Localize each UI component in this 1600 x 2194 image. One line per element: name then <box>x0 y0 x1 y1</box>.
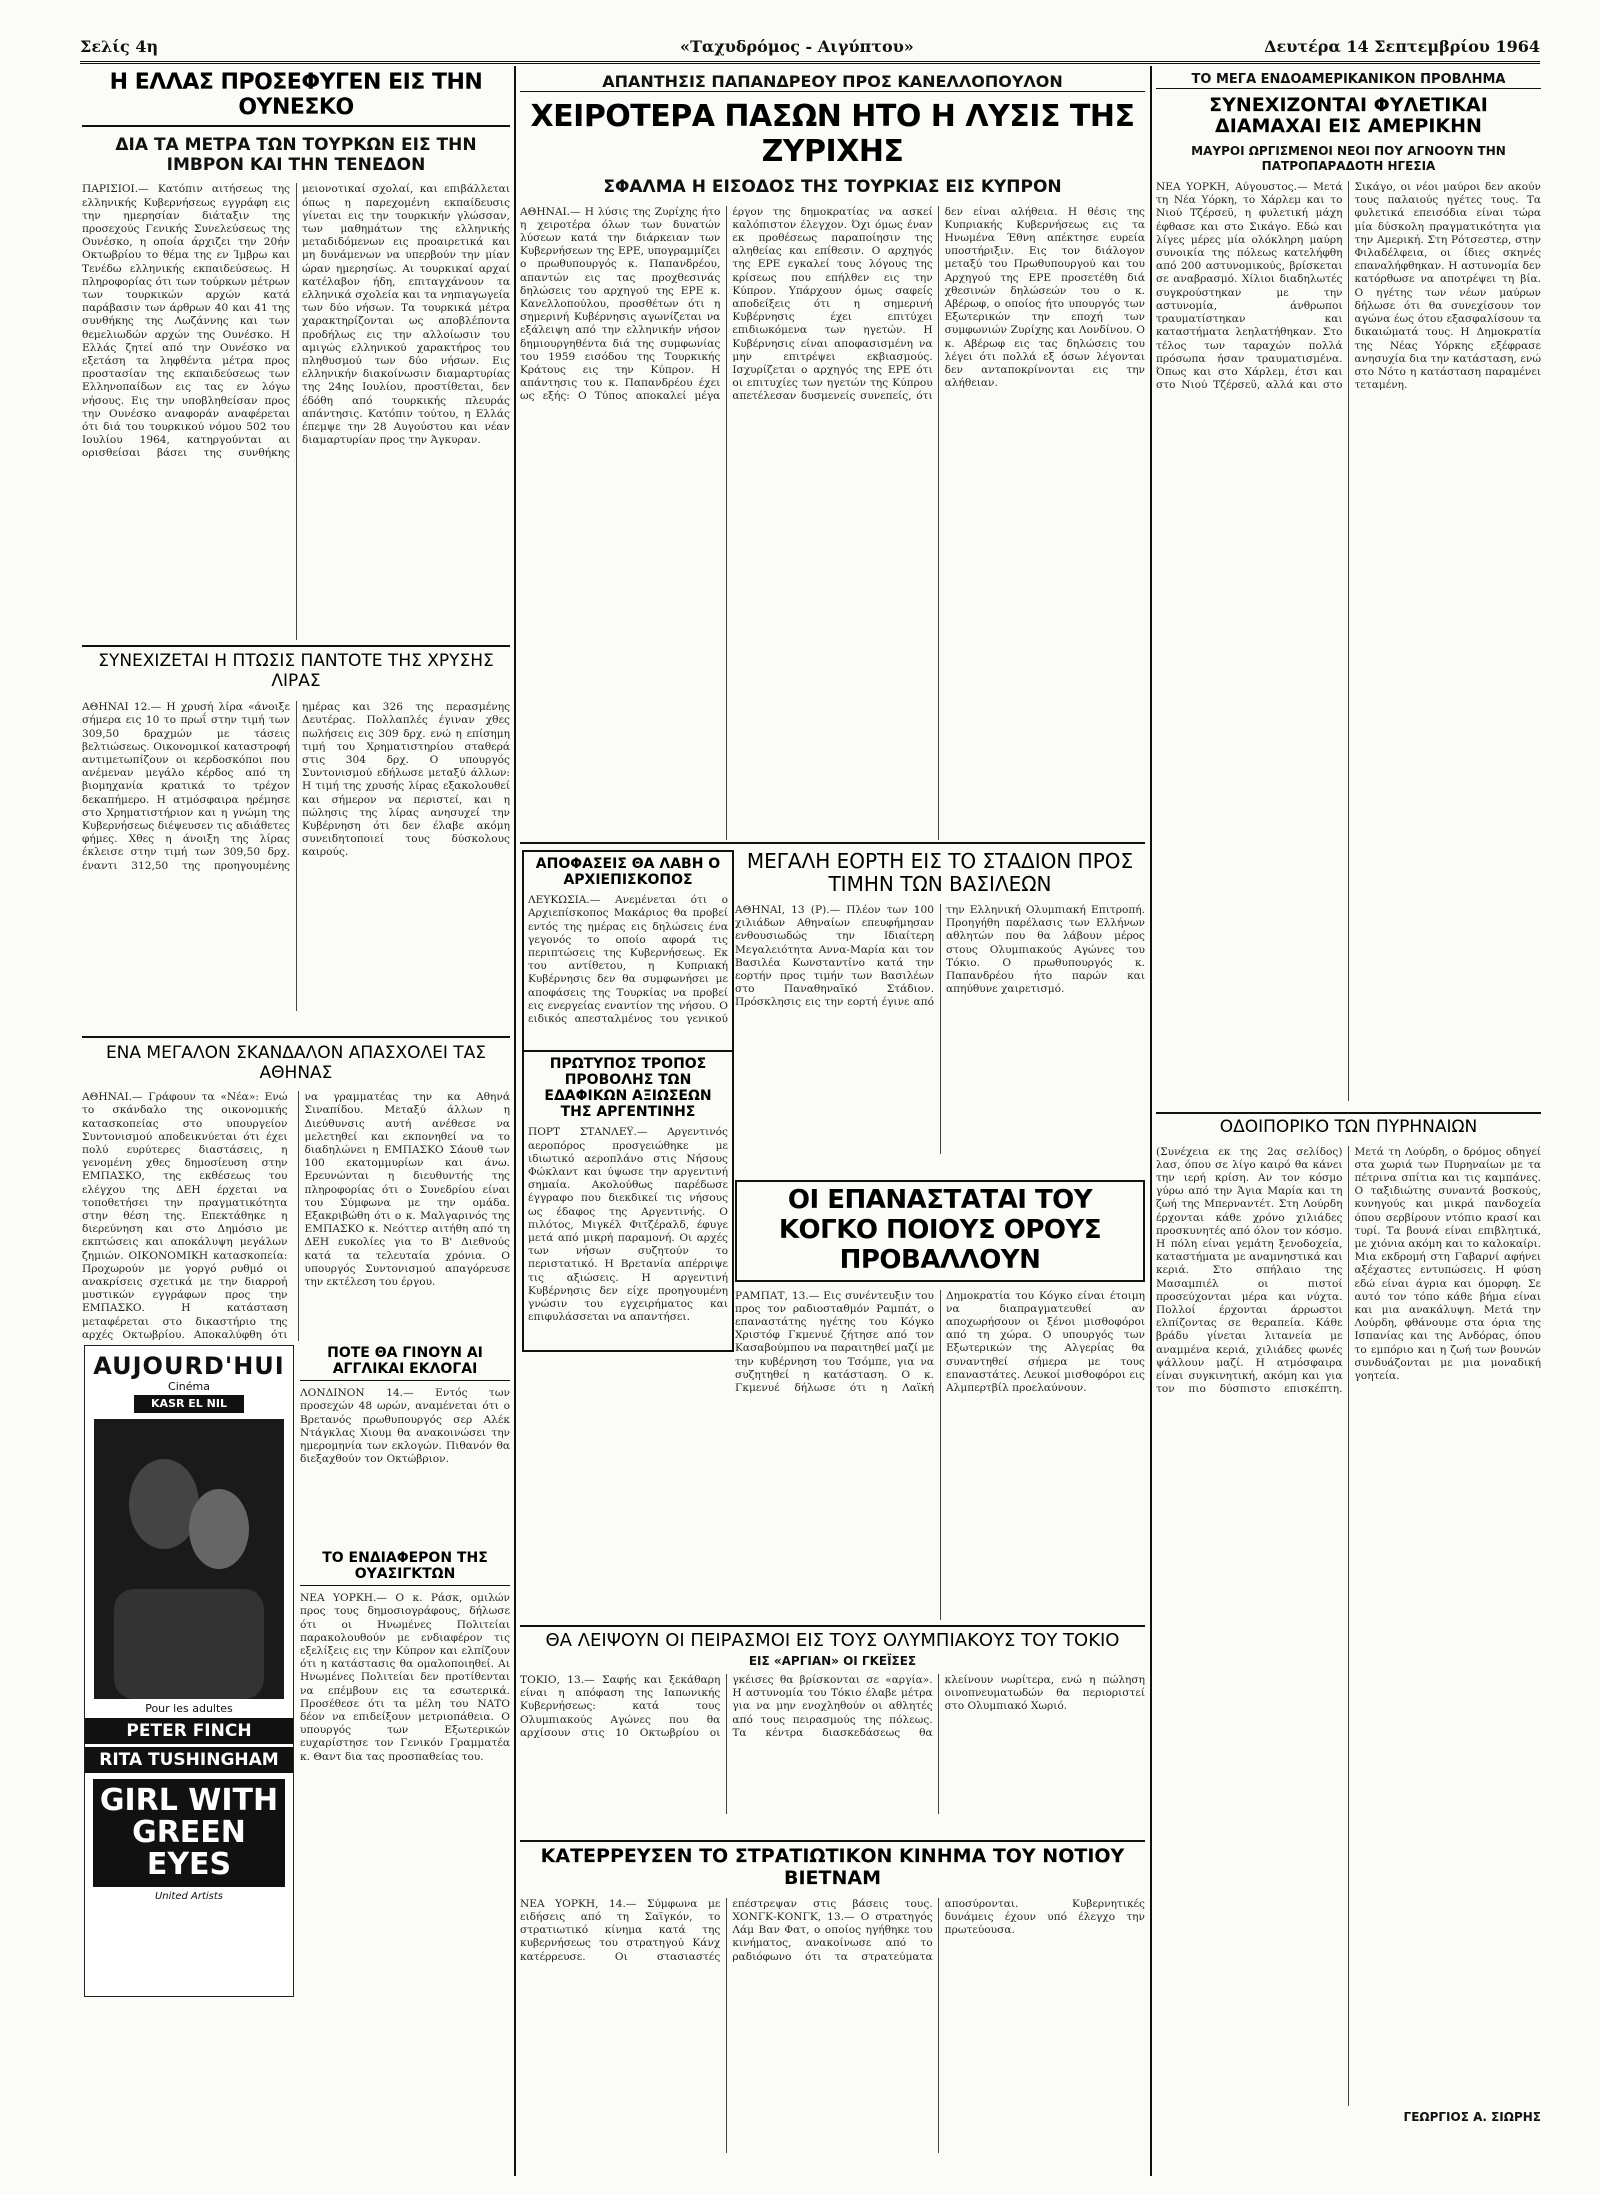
article-elections <box>300 1345 510 1545</box>
article-kicker: ΑΠΑΝΤΗΣΙΣ ΠΑΠΑΝΔΡΕΟΥ ΠΡΟΣ ΚΑΝΕΛΛΟΠΟΥΛΟΝ <box>520 72 1145 92</box>
ad-cinema-name: KASR EL NIL <box>134 1395 244 1413</box>
article-kings <box>735 850 1145 1170</box>
article-vietnam <box>520 1840 1145 2170</box>
article-tokyo <box>520 1625 1145 1835</box>
section-divider <box>1156 1112 1541 1114</box>
article-gold <box>82 652 510 1032</box>
article-pyrenees <box>1156 1118 1541 2168</box>
article-america <box>1156 70 1541 1110</box>
article-body: ΠΟΡΤ ΣΤΑΝΛΕΫ.— Αργεντινός αεροπόρος προσγειώθηκε με ιδιωτικό αεροπλάνο στις Νήσους Φώκλαντ και ύψωσε την αργεντινή σημαία. Ακολούθως παρέδωσε έγγραφο που διεκδικεί τις νήσους ως έδαφος της Αργεντινής. Ο πιλότος, Μιγκέλ Φιτζέραλδ, έφυγε μετά από μικρή παραμονή. Οι αρχές των νήσων συζητούν το περιστατικό. Η Βρετανία απέρριψε τις αξιώσεις. Η αργεντινή Κυβέρνησις δεν είχε προηγουμένη γνώσιν του εγχειρήματος και επιφυλάσσεται να απαντήσει. <box>528 1126 728 1324</box>
section-divider <box>82 1036 510 1038</box>
ad-actor: RITA TUSHINGHAM <box>85 1747 293 1773</box>
article-body: ΝΕΑ ΥΟΡΚΗ, Αύγουστος.— Μετά τη Νέα Υόρκη, το Χάρλεμ και το Νιού Τζέρσεϋ, η φυλετική μάχη έφθασε και στο Σικάγο. Εδώ και λίγες μέρες μία ολόκληρη μαύρη συνοικία της πόλεως κατελήφθη από 200 αστυνομικούς, βρίσκεται σε αναβρασμό. Χίλιοι διαδηλωτές συγκρούστηκαν με την αστυνομία, άνθρωποι τραυματίστηκαν και καταστήματα λεηλατήθηκαν. Στο τέλος των ταραχών πολλά πρόσωπα ήσαν τραυματισμένα. Όπως και στο Χάρλεμ, έτσι και στο Νιού Τζέρσεϋ, αλλά και στο Σικάγο, οι νέοι μαύροι δεν ακούν τους παλαιούς ηγέτες τους. Τα φυλετικά επεισόδια είναι τώρα μία δύσκολη πραγματικότητα για την Αμερική. Στη Ρότσεστερ, στην Φιλαδέλφεια, οι ίδιες σκηνές επαναλήφθηκαν. Η αστυνομία δεν κατόρθωσε να αποτρέψει τη βία. Ο ηγέτης των νέων μαύρων δήλωσε ότι θα συνεχίσουν τον αγώνα έως ότου εξασφαλίσουν τα δικαιώματά τους. Η Δημοκρατία της Νέας Υόρκης εξέφρασε ανησυχία δια την κατάσταση, ενώ στο Νότο η κατάσταση παραμένει τεταμένη. <box>1156 181 1541 392</box>
article-body-continued: να γραμματέας την κα Αθηνά Σιναπίδου. Μεταξύ άλλων η Διεύθυνσις αυτή ανέθεσε να μελετηθεί και εκπονηθεί να το διαδηλώνει η ΕΜΠΑΣΚΟ Σάουθ των 100 εκατομμυρίων και άνω. Ερευνώνται η διευθυντής της πληροφορίας ότι ο Συνεδρίου είναι του Σύμφωνα με την ομάδα. Εξακριβώθη ότι ο κ. Μαλγαρινός της ΕΜΠΑΣΚΟ κ. Νεόττερ αιτήθη από τη ΔΕΗ ευκολίες για το Β' Διεθνούς κατά τα τελευταία χρόνια. Ο υπουργός Συντονισμού απαγόρευσε την εκτέλεση του έργου. <box>298 1091 511 1341</box>
article-body: ΠΑΡΙΣΙΟΙ.— Κατόπιν αιτήσεως της ελληνικής Κυβερνήσεως εγγράφη εις την ημερησίαν διάταξιν της προσεχούς Γενικής Συνελεύσεως της Ουνέσκο, η οποία άρχιζει την 20ήν Οκτωβρίου το θέμα της εν Ίμβρω και Τενέδω ελληνικής εκπαιδεύσεως. Η πληροφορίας ότι των τούρκων μέτρων των τουρκικών αρχών κατά παράβασιν των άρθρων 40 και 41 της συνθήκης της Λωζάννης και των θεμελιωδών αρχών της Ουνέσκο. Η Ελλάς ζητεί από την Ουνέσκο να εξετάση τα ληφθέντα μέτρα προς προστασίαν της εκπαιδεύσεως των Ελληνοπαίδων εις τας εν λόγω νήσους. Εις την υποβληθείσαν προς την Ουνέσκο αναφοράν αναφέρεται ότι διά του τουρκικού νόμου 502 του Ιουλίου 1964, κατηργούνται αι ορισθείσαι βάσει της συνθήκης μειονοτικαί σχολαί, και επιβάλλεται όπως η παρεχομένη εκπαίδευσις γίνεται εις την τουρκικήν γλώσσαν, των μαθημάτων της ελληνικής μεταδιδόμενων εις προαιρετικά και μη δυνάμενων να υπερβούν την μίαν ώραν ημερησίως. Αι τουρκικαί αρχαί κατέλαβον ήδη, επιταγχάνουν τα ελληνικά σχολεία και τα νηπιαγωγεία των δύο νήσων. Τα τουρκικά μέτρα χαρακτηρίζονται ως αποβλέποντα προδήλως εις την αλλοίωσιν του αμιγώς ελληνικού χαρακτήρος του πληθυσμού των δύο νήσων. Εις ελληνικήν διακοίνωσιν διαμαρτυρίας της 24ης Ιουλίου, προστίθεται, δεν έδόθη από τουρκικής πλευράς απάντησις. Κατόπιν τούτου, η Ελλάς έπεμψε την 28 Αυγούστου και νέαν διαμαρτυρίαν προς την Άγκυραν. <box>82 183 510 460</box>
column-rule <box>1150 66 1152 2176</box>
article-body: ΝΕΑ ΥΟΡΚΗ.— Ο κ. Ράσκ, ομιλών προς τους δημοσιογράφους, δήλωσε ότι οι Ηνωμένες Πολιτείαι παρακολουθούν με ενδιαφέρον τις εξελίξεις εις την Κύπρον και ελπίζουν ότι η κατάστασις θα ομαλοποιηθεί. Αι Ηνωμένες Πολιτείαι δεν προτίθενται να επέμβουν εις τα εσωτερικά. Προσέθεσε ότι τα μέλη του ΝΑΤΟ δέον να επιδείξουν μετριοπάθεια. Ο υπουργός των Εξωτερικών ευχαρίστησε τον Γενικόν Γραμματέα κ. Θαντ δια τας προσπαθείας του. <box>300 1592 510 1763</box>
article-title: ΠΡΩΤΥΠΟΣ ΤΡΟΠΟΣ ΠΡΟΒΟΛΗΣ ΤΩΝ ΕΔΑΦΙΚΩΝ ΑΞΙΩΣΕΩΝ ΤΗΣ ΑΡΓΕΝΤΙΝΗΣ <box>544 1056 712 1121</box>
page-number: Σελίς 4η <box>80 37 159 56</box>
article-title: ΤΟ ΕΝΔΙΑΦΕΡΟΝ ΤΗΣ ΟΥΑΣΙΓΚΤΩΝ <box>300 1550 510 1586</box>
section-divider <box>520 842 1145 844</box>
article-title: ΟΙ ΕΠΑΝΑΣΤΑΤΑΙ ΤΟΥ ΚΟΓΚΟ ΠΟΙΟΥΣ ΟΡΟΥΣ ΠΡΟΒΑΛΛΟΥΝ <box>735 1180 1145 1282</box>
article-body: ΡΑΜΠΑΤ, 13.— Εις συνέντευξιν του προς τον ραδιοσταθμόν Ραμπάτ, ο επαναστάτης ηγέτης του Κόγκο Χριστόφ Γκμενυέ ζήτησε από τον Κασαβούμπου να παραιτηθεί μαζί με την κυβέρνηση του Τσόμπε, για να συζητηθεί η κατάσταση. Ο κ. Γκμενυέ δήλωσε ότι η Λαϊκή Δημοκρατία του Κόγκο είναι έτοιμη να διαπραγματευθεί αν αποχωρήσουν οι ξένοι μισθοφόροι από τη χώρα. Ο υπουργός των Εξωτερικών της Αλγερίας θα συναντηθεί σήμερα με τους επαναστάτες. Λευκοί μισθοφόροι εις Αλμπερτβίλ προελαύνουν. <box>735 1289 1145 1395</box>
article-scandal <box>82 1044 510 1344</box>
article-signature: ΓΕΩΡΓΙΟΣ Α. ΣΙΩΡΗΣ <box>1403 2109 1541 2124</box>
ad-film-title: GIRL WITH GREEN EYES <box>93 1779 285 1887</box>
masthead <box>80 33 1540 64</box>
paper-name: «Ταχυδρόμος - Αιγύπτου» <box>680 37 914 56</box>
article-body: (Συνέχεια εκ της 2ας σελίδος) λασ, όπου σε λίγο καιρό θα κάνει την ιερή κρίση. Αν τον κόσμο γύρω από την Άγια Μαρία και τη ζωή της Μπερναντέτ. Στη Λούρδη έρχονται κάθε χρόνο χιλιάδες προσκυνητές από όλον τον κόσμο. Η πόλη είναι γεμάτη ξενοδοχεία, καταστήματα με αναμνηστικά και κεριά. Στο σπήλαιο της Μασαμπιέλ οι πιστοί προσεύχονται μέρα και νύχτα. Πολλοί έρχονται άρρωστοι ελπίζοντας σε θεραπεία. Κάθε βράδυ γίνεται λιτανεία με αναμμένα κεριά, χιλιάδες φωνές ψάλλουν μαζί. Η ατμόσφαιρα είναι συγκινητική, ακόμη και για τον πιο δύσπιστο επισκέπτη. Μετά τη Λούρδη, ο δρόμος οδηγεί στα χωριά των Πυρηναίων με τα πέτρινα σπίτια και τις καμπάνες. Ο ταξιδιώτης συναντά βοσκούς, κυνηγούς και μικρά πανδοχεία όπου σερβίρουν ντόπιο κρασί και τυρί. Τα βουνά είναι επιβλητικά, με χιόνια ακόμη και το καλοκαίρι. Μια εκδρομή στη Γαβαρνί αφήνει αξέχαστες εντυπώσεις. Η φύση εδώ είναι άγρια και όμορφη. Σε αυτό τον τόπο κάθε βήμα είναι και μια ανακάλυψη. Μετά την Λούρδη, φθάνουμε στα όρια της Ισπανίας και της Ανδόρας, όπου το εμπόριο και η ζωή των βουνών συνδυάζονται με μια μοναδική γοητεία. <box>1156 1145 1541 1396</box>
article-title: ΟΔΟΙΠΟΡΙΚΟ ΤΩΝ ΠΥΡΗΝΑΙΩΝ <box>1219 1118 1478 1137</box>
article-body: ΑΘΗΝΑΙ.— Γράφουν τα «Νέα»: Ενώ το σκάνδαλο της οικονομικής κατασκοπείας στο υπουργείον Συντονισμού αποδεικνύεται ότι έχει πολύ ευρύτερες διαστάσεις, η γενομένη χθες δημοσίευση στην ΕΜΠΑΣΚΟ, της εκθέσεως του ελέγχου της ΔΕΗ έρχεται να τοποθετήσει την πραγματικότητα στην θέση της. Επεκτάθηκε η διερεύνηση και στο Δημόσιο με εκπτώσεις και αποκάλυψη μεγάλων ζημιών. ΟΙΚΟΝΟΜΙΚΗ κατασκοπεία: Προχωρούν με γοργό ρυθμό οι ανακρίσεις σχετικά με την διαρροή μυστικών εγγράφων προς την ΕΜΠΑΣΚΟ. Η κατάσταση μεταφέρεται στο δικαστήριο της αρχές Οκτωβρίου. Αποκαλύφθη ότι <box>82 1091 288 1341</box>
article-title: ΠΟΤΕ ΘΑ ΓΙΝΟΥΝ ΑΙ ΑΓΓΛΙΚΑΙ ΕΚΛΟΓΑΙ <box>300 1345 510 1381</box>
article-argentina <box>522 1050 734 1352</box>
article-archbishop <box>522 850 734 1052</box>
article-body: ΑΘΗΝΑΙ.— Η λύσις της Ζυρίχης ήτο η χειροτέρα όλων των δυνατών λύσεων κατά την διάρκειαν των Κυβερνήσεων της ΕΡΕ, υπογραμμίζει ο πρωθυπουργός κ. Παπανδρέου, απαντών εις τας προχθεσινάς δηλώσεις του αρχηγού της ΕΡΕ κ. Κανελλοπούλου, προσθέτων ότι η σημερινή Κυβέρνησις αγωνίζεται να εξάλειψη από την ελληνικήν νήσον δημιουργηθέντα διά της συμφωνίας του 1959 εισόδου της Τουρκικής Κράτους εις την Κύπρον. Η απάντησις του κ. Παπανδρέου έχει ως εξής: Ο Τύπος αποκαλεί μέγα έργον της δημοκρατίας να ασκεί καλόπιστον έλεγχον. Όχι όμως έναν εκ προθέσεως παραποίησιν της αληθείας και επίθεσιν. Ο αρχηγός της ΕΡΕ εγκαλεί τους λόγους της κρίσεως που επήλθεν εις την Κύπρον. Υπάρχουν όμως σαφείς αποδείξεις ότι η σημερινή Κυβέρνησις έχει επιτύχει επιδιωκόμενα των ηγετών. Η Κυβέρνησις είναι αποφασισμένη να μην επιτρέψει εκβιασμούς. Ισχυρίζεται ο αρχηγός της ΕΡΕ ότι οι επιτυχίες των ηγετών της Κύπρου απετέλεσαν δυσμενείς συνεπείς, ότι δεν είναι αλήθεια. Η θέσις της Κυπριακής Κυβερνήσεως εις τα Ηνωμένα Έθνη απέκτησε ευρεία υποστήριξιν. Εις τον διάλογον μεταξύ του Πρωθυπουργού και του Αρχηγού της ΕΡΕ προσετέθη διά χθεσινών δηλώσεών του ο κ. Αβέρωφ, ο οποίος ήτο υπουργός των Εξωτερικών την εποχή των συμφωνιών Ζυρίχης και Λονδίνου. Ο κ. Αβέρωφ εις τας δηλώσεις του λέγει ότι πολλά εξ όσων λέγονται δεν ανταποκρίνονται εις την αλήθειαν. <box>520 205 1145 403</box>
article-unesco <box>82 70 510 640</box>
article-title: ΕΝΑ ΜΕΓΑΛΟΝ ΣΚΑΝΔΑΛΟΝ ΑΠΑΣΧΟΛΕΙ ΤΑΣ ΑΘΗΝΑΣ <box>105 1044 487 1083</box>
article-title: Η ΕΛΛΑΣ ΠΡΟΣΕΦΥΓΕΝ ΕΙΣ ΤΗΝ ΟΥΝΕΣΚΟ <box>82 70 510 127</box>
ad-title: AUJOURD'HUI <box>93 1352 285 1380</box>
article-body: ΑΘΗΝΑΙ, 13 (Ρ).— Πλέον των 100 χιλιάδων Αθηναίων επευφήμησαν ενθουσιωδώς την Ιδιαίτερη Μεγαλειότητα Αννα-Μαρία και τον Βασιλέα Κωνσταντίνο κατά την εορτήν προς τιμήν των Βασιλέων στο Παναθηναϊκό Στάδιον. Πρόσκλησις εις την εορτή έγινε από την Ελληνική Ολυμπιακή Επιτροπή. Προηγήθη παρέλασις των Ελλήνων αθλητών που θα λάβουν μέρος στους Ολυμπιακούς Αγώνες του Τόκιο. Ο πρωθυπουργός κ. Παπανδρέου ήτο παρών και απηύθυνε χαιρετισμό. <box>735 904 1145 1009</box>
article-title: ΣΥΝΕΧΙΖΟΝΤΑΙ ΦΥΛΕΤΙΚΑΙ ΔΙΑΜΑΧΑΙ ΕΙΣ ΑΜΕΡΙΚΗΝ <box>1209 93 1488 138</box>
article-papandreou <box>520 70 1145 840</box>
article-body: ΛΟΝΔΙΝΟΝ 14.— Εντός των προσεχών 48 ωρών, αναμένεται ότι ο Βρετανός πρωθυπουργός σερ Αλέκ Ντάγκλας Χιουμ θα ανακοινώσει την ημερομηνία των εκλογών. Πιθανόν θα διεξαχθούν τον Οκτώβριον. <box>300 1387 510 1466</box>
article-title: ΣΥΝΕΧΙΖΕΤΑΙ Η ΠΤΩΣΙΣ ΠΑΝΤΟΤΕ ΤΗΣ ΧΡΥΣΗΣ ΛΙΡΑΣ <box>98 652 494 691</box>
article-subtitle: ΜΑΥΡΟΙ ΩΡΓΙΣΜΕΝΟΙ ΝΕΟΙ ΠΟΥ ΑΓΝΟΟΥΝ ΤΗΝ ΠΑΤΡΟΠΑΡΑΔΟΤΗ ΗΓΕΣΙΑ <box>1191 144 1506 173</box>
article-body: ΛΕΥΚΩΣΙΑ.— Ανεμένεται ότι ο Αρχιεπίσκοπος Μακάριος θα προβεί εντός της ημέρας εις δηλώσεις ένα γεγονός το οποίο αφορά τις περιπτώσεις της Κυβερνήσεως. Εκ του αντίθετου, η Κυπριακή Κυβέρνησις δεν θα συμφωνήσει με αποφάσεις της Τουρκίας να προβεί εις ενεργείας εναντίον της νήσου. Ο ειδικός απεσταλμένος του γενικού <box>528 894 728 1025</box>
article-title: ΚΑΤΕΡΡΕΥΣΕΝ ΤΟ ΣΤΡΑΤΙΩΤΙΚΟΝ ΚΙΝΗΜΑ ΤΟΥ ΝΟΤΙΟΥ ΒΙΕΤΝΑΜ <box>520 1840 1145 1890</box>
ad-actor: PETER FINCH <box>85 1718 293 1744</box>
article-congo <box>735 1180 1145 1620</box>
article-body: ΑΘΗΝΑΙ 12.— Η χρυσή λίρα «άνοιξε σήμερα εις 10 το πρωΐ στην τιμή των 309,50 δραχμών με τάσεις βελτιώσεως. Οικονομικοί καταστροφή αντιμετωπίζουν οι κερδοσκόποι που ανέμεναν μεγάλο κέρδος από τη βιομηχανία κρατικά το τρέχον δεκαπήμερο. Η ατμόσφαιρα ηρέμησε στο Χρηματιστήριον και η γνώμη της Κυβερνήσεως διέψευσεν τις αδιάθετες φήμες. Χθες η άνοιξη της λίρας έκλεισε στην τιμή των 309,50 δρχ. έναντι 312,50 της προηγουμένης ημέρας και 326 της περασμένης Δευτέρας. Πολλαπλές έγιναν χθες πωλήσεις εις 309 δρχ. ενώ η επίσημη τιμή του Χρηματιστηρίου σταθερά στις 304 δρχ. Ο υπουργός Συντονισμού εδήλωσε μεταξύ άλλων: Η τιμή της χρυσής λίρας εξακολουθεί και σήμερον να περιστεί, και η πώλησις της λίρας ανησυχεί την Κυβέρνηση ότι δεν έλαβε ακόμη συνειδητοποιεί τους δύσκολους καιρούς. <box>82 701 510 872</box>
issue-date: Δευτέρα 14 Σεπτεμβρίου 1964 <box>1264 37 1540 56</box>
article-subtitle: ΔΙΑ ΤΑ ΜΕΤΡΑ ΤΩΝ ΤΟΥΡΚΩΝ ΕΙΣ ΤΗΝ ΙΜΒΡΟΝ ΚΑΙ ΤΗΝ ΤΕΝΕΔΟΝ <box>115 134 477 175</box>
article-title: ΧΕΙΡΟΤΕΡΑ ΠΑΣΩΝ ΗΤΟ Η ΛΥΣΙΣ ΤΗΣ ΖΥΡΙΧΗΣ <box>530 99 1135 169</box>
article-washington <box>300 1550 510 2130</box>
ad-cinema-prefix: Cinéma <box>168 1380 210 1393</box>
article-body: ΤΟΚΙΟ, 13.— Σαφής και ξεκάθαρη είναι η απόφαση της Ιαπωνικής Κυβερνήσεως: κατά τους Ολυμπιακούς Αγώνες που θα αρχίσουν στις 10 Οκτωβρίου οι γκέισες θα βρίσκονται σε «αργία». Η αστυνομία του Τόκιο έλαβε μέτρα για να μην ενοχληθούν οι αθλητές από τους πειρασμούς της πόλεως. Τα κέντρα διασκεδάσεως θα κλείνουν νωρίτερα, ενώ η πώληση οινοπνευματωδών θα περιοριστεί στο Ολυμπιακό Χωριό. <box>520 1674 1145 1739</box>
section-divider <box>82 645 510 647</box>
article-title: ΜΕΓΑΛΗ ΕΟΡΤΗ ΕΙΣ ΤΟ ΣΤΑΔΙΟΝ ΠΡΟΣ ΤΙΜΗΝ ΤΩΝ ΒΑΣΙΛΕΩΝ <box>746 850 1134 896</box>
article-title: ΘΑ ΛΕΙΨΟΥΝ ΟΙ ΠΕΙΡΑΣΜΟΙ ΕΙΣ ΤΟΥΣ ΟΛΥΜΠΙΑΚΟΥΣ ΤΟΥ ΤΟΚΙΟ <box>520 1625 1145 1652</box>
article-title: ΑΠΟΦΑΣΕΙΣ ΘΑ ΛΑΒΗ Ο ΑΡΧΙΕΠΙΣΚΟΠΟΣ <box>535 856 721 889</box>
cinema-advertisement <box>84 1345 294 1997</box>
ad-audience: Pour les adultes <box>145 1702 233 1715</box>
article-body: ΝΕΑ ΥΟΡΚΗ, 14.— Σύμφωνα με ειδήσεις από τη Σαϊγκόν, το στρατιωτικό κίνημα κατά της κυβερνήσεως του στρατηγού Κάνχ κατέρρευσε. Οι στασιαστές επέστρεψαν στις βάσεις τους. ΧΟΝΓΚ-ΚΟΝΓΚ, 13.— Ο στρατηγός Λάμ Βαν Φατ, ο οποίος ηγήθηκε του κινήματος, ανακοίνωσε από το ραδιόφωνο ότι τα στρατεύματα αποσύρονται. Κυβερνητικές δυνάμεις έχουν υπό έλεγχο την πρωτεύουσα. <box>520 1897 1145 1963</box>
ad-studio: United Artists <box>154 1891 224 1902</box>
article-subtitle: ΕΙΣ «ΑΡΓΙΑΝ» ΟΙ ΓΚΕΪΣΕΣ <box>748 1653 917 1668</box>
film-still-image <box>94 1419 284 1699</box>
column-rule <box>514 66 516 2176</box>
article-kicker: ΤΟ ΜΕΓΑ ΕΝΔΟΑΜΕΡΙΚΑΝΙΚΟΝ ΠΡΟΒΛΗΜΑ <box>1156 72 1541 89</box>
article-subtitle: ΣΦΑΛΜΑ Η ΕΙΣΟΔΟΣ ΤΗΣ ΤΟΥΡΚΙΑΣ ΕΙΣ ΚΥΠΡΟΝ <box>603 177 1062 198</box>
